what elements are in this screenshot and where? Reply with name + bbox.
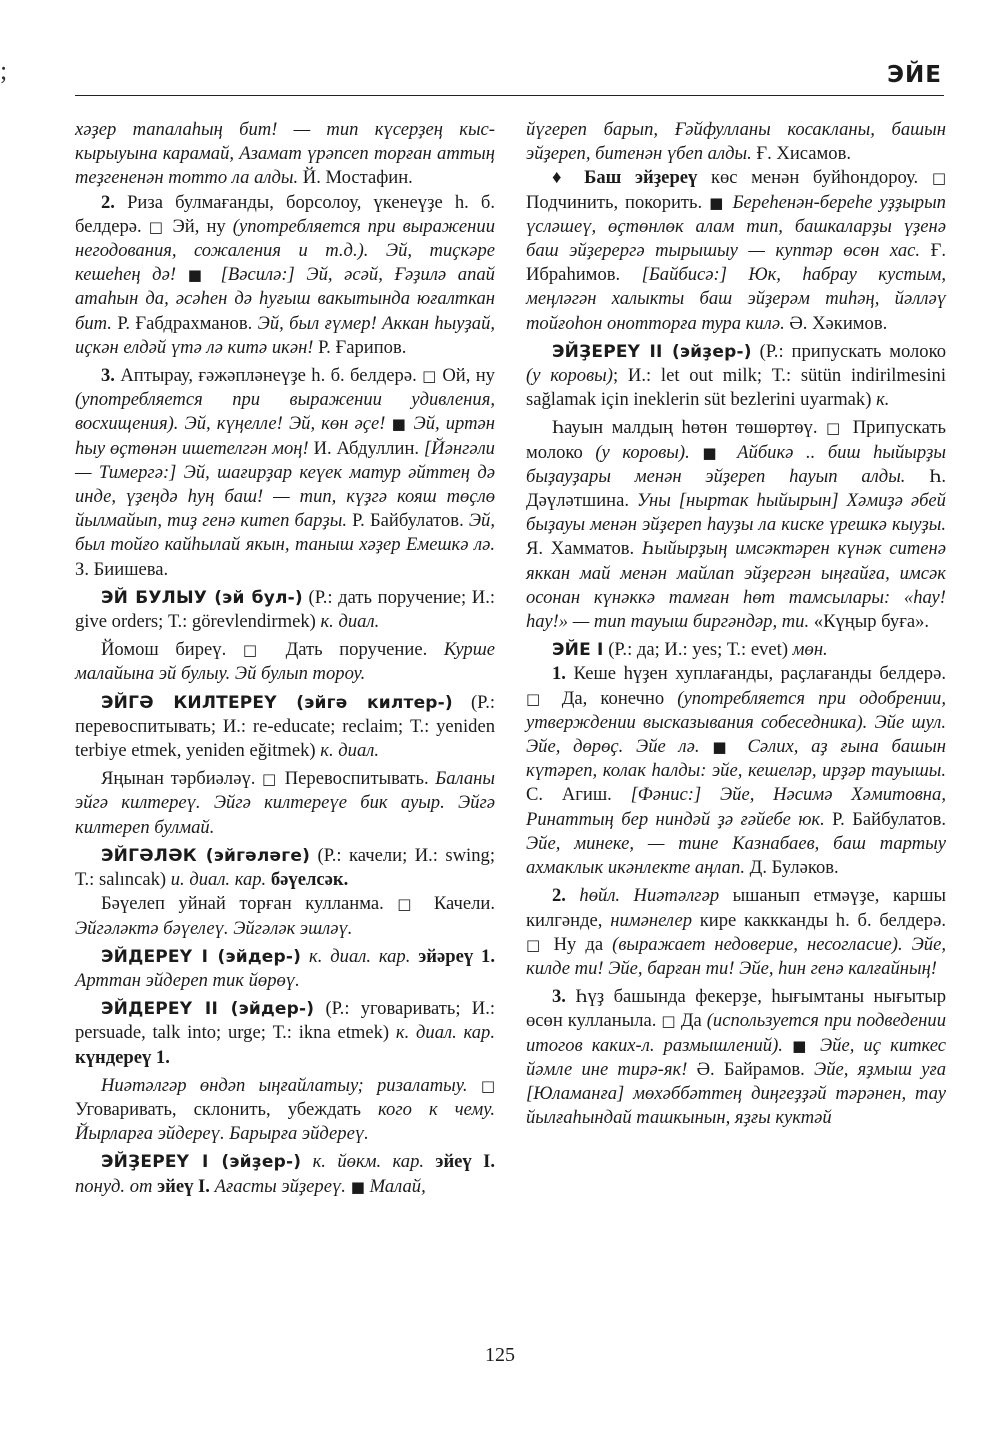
italic-text: (употребляется при выражении удивления, восхищения). Эй, күңелле! Эй, көн әҫе!	[75, 389, 495, 435]
dictionary-entry	[75, 844, 495, 892]
text-run: Р. Ғарипов.	[313, 336, 407, 358]
header-rule	[75, 95, 944, 96]
italic-text: Һыйырҙың имсәктәрен күнәк ситенә яккан май менән майлап эйҙергән ыңғайға, имсәк осонан күнәккә тамған һөт тамсылары: «һау! һау!» — тип тауыш биргәндәр, ти.	[526, 538, 947, 633]
bold-text: бәүелсәк.	[266, 869, 349, 891]
italic-text: [Йәнгәли — Тимергә:] Эй, шағирҙар кеүек матур әйттең дә инде, үҙеңдә һуң баш! — тип, күҙгә кояш төҫлө йылмайып, тиҙ генә китеп барҙы.	[75, 437, 495, 532]
translation-marker-icon: □	[526, 935, 545, 954]
text-run: Йомош биреү.	[101, 639, 243, 661]
text-run: Ә. Хәкимов.	[784, 312, 888, 334]
text-run: Яңынан тәрбиәләү.	[101, 768, 262, 790]
translation-marker-icon: □	[661, 1012, 676, 1031]
translation-marker-icon: □	[148, 217, 166, 236]
bold-text: 3.	[101, 365, 115, 387]
entry-paragraph	[75, 191, 495, 360]
headword: ЭЙДЕРЕҮ II (эйдер-)	[101, 999, 315, 1020]
italic-text: Арттан эйдереп тик йөрөү.	[75, 969, 300, 991]
entry-paragraph	[526, 166, 946, 335]
dictionary-entry	[75, 691, 495, 764]
text-run: (Р.: дать поручение; И.: give orders; Т.: görevlendirmek)	[75, 586, 496, 633]
bold-text: эйеү I.	[152, 1175, 210, 1197]
text-run: Ой, ну	[436, 365, 495, 387]
italic-text: кого к чему. Йырларға эйдереү. Барырға эйдереү.	[75, 1098, 495, 1145]
italic-text: к. диал.	[320, 740, 380, 762]
corner-mark: ;	[0, 56, 8, 85]
example-marker-icon: ■	[709, 193, 726, 212]
entry-paragraph	[75, 767, 495, 840]
text-run: Уговаривать, склонить, убеждать	[75, 1098, 379, 1120]
bold-text: 2.	[552, 885, 566, 907]
italic-text: Эй, был тойғо кайһылай якын, таныш хәҙер Емешкә лә.	[75, 510, 495, 556]
text-run: Да, конечно	[548, 687, 678, 709]
text-run: Аптырау, ғәжәпләнеүҙе һ. б. белдерә.	[114, 365, 423, 387]
text-run: Качели.	[420, 893, 495, 915]
italic-text: Эй, иртән һыу өҫтөнән ишетелгән моң!	[75, 413, 495, 459]
italic-text: Ағасты эйҙереү.	[214, 1175, 346, 1197]
headword: ЭЙҘЕРЕҮ I (эйҙер-)	[101, 1152, 302, 1173]
text-run: Д. Буләков.	[745, 857, 839, 879]
dictionary-entry	[75, 997, 495, 1070]
text-run	[301, 1151, 312, 1172]
bold-text: эйеү I.	[424, 1151, 496, 1173]
italic-text: к. йөкм. кар.	[312, 1151, 425, 1173]
italic-text: йүгереп барып, Ғәйфулланы косакланы, башын эйҙереп, битенән үбеп алды.	[526, 119, 946, 165]
translation-marker-icon: □	[826, 419, 845, 438]
italic-text: һөйл.	[579, 885, 621, 907]
entry-paragraph	[75, 638, 495, 686]
translation-marker-icon: □	[242, 641, 269, 660]
italic-text: [Байбисә:] Юк, һабрау кустым, меңләгән халыкты баш эйҙерәм тиһәң, йәлләү тойғоһон онотторға тура килә.	[526, 264, 947, 334]
italic-text: Ниәтәлгәр	[633, 885, 720, 907]
dictionary-entry	[526, 638, 946, 662]
bold-text: 1.	[552, 663, 566, 685]
italic-text: Айбикә .. биш һыйырҙы быҙауҙары менән эйҙереп һауып алды.	[526, 441, 946, 487]
text-run: И. Абдуллин.	[308, 437, 424, 459]
italic-text: к.	[876, 389, 890, 411]
italic-text: Эйе, яҙмыш уға [Юламанға] мөхәббәттең диңгеҙҙәй тәрәнен, тау йылғаһындай ташкынын, яҙғы куктәй	[526, 1058, 946, 1129]
italic-text: (употребляется при выражении негодования, сожаления и т.д.). Эй, тиҫкәре кешеһең дә!	[75, 215, 495, 286]
headword: ЭЙГӘЛӘК (эйгәләге)	[101, 845, 311, 866]
italic-text: Малай,	[369, 1175, 426, 1197]
italic-text: Эйгәләктә бәүелеү. Эйгәләк эшләү.	[75, 917, 353, 939]
example-marker-icon: ■	[345, 1177, 370, 1196]
italic-text: Сәлих, аҙ ғына башын күтәреп, колак һалды: эйе, кешеләр, ирҙәр тауышы.	[526, 736, 946, 782]
text-run: Бәүелеп уйнай торған кулланма.	[101, 893, 398, 915]
dictionary-entry	[75, 586, 495, 634]
bold-text: эйәреү 1.	[410, 945, 495, 967]
translation-marker-icon: □	[526, 689, 549, 708]
italic-text: к. диал. кар.	[395, 1022, 495, 1044]
example-marker-icon: ■	[176, 266, 221, 285]
translation-marker-icon: □	[422, 367, 437, 386]
translation-marker-icon: □	[262, 770, 279, 789]
text-run	[566, 885, 579, 906]
headword: ЭЙДЕРЕҮ I (эйдер-)	[101, 946, 302, 967]
text-run: Подчинить, покорить.	[526, 191, 710, 213]
italic-text: к. диал. кар.	[309, 945, 411, 967]
page-number: 125	[485, 1344, 515, 1366]
dictionary-entry	[75, 945, 495, 993]
text-run: (Р.: уговаривать; И.: persuade, talk into; urge; Т.: ikna etmek)	[75, 998, 496, 1044]
italic-text: Эйе, минеке, — тине Казнабаев, баш тартыу ахмаклык икәнлекте аңлап.	[526, 832, 946, 879]
headword: ЭЙ БУЛЫУ (эй бул-)	[101, 587, 303, 608]
text-run: Ну да	[544, 933, 613, 955]
italic-text: Эйе, иҫ киткес йәмле ине тирә-як!	[526, 1034, 946, 1080]
right-column	[526, 118, 946, 1130]
italic-text: (употребляется при одобрении, утверждении высказывания собеседника). Эйе шул. Эйе, дөрөҫ. Эйе лә.	[526, 687, 946, 758]
text-run: С. Агиш.	[526, 784, 631, 806]
text-run: ; И.: let out milk; Т.: sütün indirilmesini sağlamak için ineklerin süt bezlerini uyarmak)	[526, 365, 946, 411]
text-run: «Күңыр буға».	[809, 611, 930, 633]
text-run: Һ. Дәүләтшина.	[526, 465, 946, 512]
text-run: Й. Мостафин.	[298, 167, 413, 189]
running-head: ЭЙЕ	[887, 62, 942, 88]
text-run	[620, 885, 633, 906]
headword: ЭЙҘЕРЕҮ II (эйҙер-)	[552, 341, 752, 362]
text-run: (Р.: припускать молоко	[751, 340, 946, 362]
italic-text: Эй, был ғүмер! Аккан һыуҙай, иҫкән елдәй үтә лә китә икән!	[75, 312, 496, 358]
entry-paragraph	[75, 364, 495, 582]
italic-text: Баланы эйгә килтереү. Эйгә килтереүе бик ауыр. Эйгә килтереп булмай.	[75, 768, 495, 838]
text-run: Эй, ну	[165, 215, 233, 237]
translation-marker-icon: □	[480, 1076, 495, 1095]
text-run: Ә. Байрамов.	[687, 1058, 815, 1080]
entry-paragraph	[526, 662, 946, 880]
bold-text: ♦ Баш эйҙереү	[552, 167, 698, 189]
example-marker-icon: ■	[385, 415, 414, 434]
italic-text: [Вәсилә:] Эй, әсәй, Ғәҙилә апай атаһын да, әсәһен дә һуғыш вакытында юғалткан бит.	[75, 264, 495, 334]
italic-text: и. диал. кар.	[170, 869, 267, 891]
entry-paragraph	[526, 416, 946, 634]
italic-text: (используется при подведении итогов каких-л. размышлений).	[526, 1010, 946, 1056]
example-marker-icon: ■	[699, 738, 748, 757]
bold-text: күндереү 1.	[75, 1046, 170, 1068]
text-run	[468, 1075, 481, 1096]
text-run: Перевоспитывать.	[278, 768, 436, 790]
text-run: Да	[675, 1010, 707, 1032]
italic-text: Береһенән-береһе уҙҙырып үсләшеү, өҫтөнлөк алам тип, башкаларҙы үҙенә баш эйҙерергә тырышыу — куптәр өсөн хас.	[526, 191, 946, 262]
text-run	[301, 946, 309, 967]
italic-text: (выражает недоверие, несогласие). Эйе, килде ти! Эйе, барған ти! Эйе, һин генә калғайның!	[526, 933, 946, 979]
text-run: (Р.: перевоспитывать; И.: re-educate; reclaim; Т.: yeniden terbiye etmek, yeniden eğitmek)	[75, 691, 496, 762]
headword: ЭЙЕ I	[552, 640, 604, 661]
text-run: Ғ. Ибраһимов.	[526, 240, 946, 286]
entry-paragraph	[526, 118, 946, 166]
text-run: (Р.: да; И.: yes; Т.: evet)	[603, 639, 793, 661]
bold-text: 3.	[552, 986, 566, 1008]
text-run: Припускать молоко	[526, 417, 947, 463]
text-run: Һауын малдың һөтөн төшөртөү.	[552, 417, 827, 439]
entry-paragraph	[75, 118, 495, 191]
text-run: З. Биишева.	[75, 558, 169, 580]
text-run: Р. Байбулатов.	[824, 808, 946, 830]
translation-marker-icon: □	[397, 895, 421, 914]
text-run: Ғ. Хисамов.	[751, 143, 852, 165]
italic-text: (у коровы)	[526, 365, 613, 387]
entry-paragraph	[75, 1074, 495, 1147]
dictionary-entry	[75, 1150, 495, 1198]
italic-text: (у коровы).	[595, 441, 690, 463]
text-run: көс менән буйһондороу.	[697, 167, 932, 189]
left-column	[75, 118, 495, 1199]
italic-text: Курше малайына эй булыу. Эй булып тороу.	[75, 639, 495, 685]
italic-text: [Фәнис:] Эйе, Нәсимә Хәмитовна, Ринаттың бер ниндәй ҙә ғәйебе юк.	[526, 784, 946, 830]
dictionary-entry	[526, 340, 946, 413]
text-run: Риза булмағанды, борсолоу, үкенеүҙе һ. б. белдерә.	[75, 191, 495, 237]
text-run: кире каккканды һ. б. белдерә.	[692, 909, 947, 931]
bold-text: 2.	[101, 191, 115, 213]
italic-text: Ниәтәлгәр өндәп ыңғайлатыу; ризалатыу.	[101, 1074, 468, 1096]
text-run: ышанып етмәүҙе, каршы килгәнде,	[526, 885, 946, 931]
text-run: Дать поручение.	[268, 639, 444, 661]
text-run: (Р.: качели; И.: swing; Т.: salıncak)	[75, 844, 495, 891]
italic-text: Уны [ныртак һыйырын] Хәмиҙә әбей быҙауы менән эйҙереп һауҙы ла киске үрешкә кыуҙы.	[526, 490, 946, 536]
headword: ЭЙГӘ КИЛТЕРЕҮ (эйгә килтер-)	[101, 692, 453, 713]
italic-text: нимәнелер	[610, 909, 692, 931]
entry-paragraph	[526, 985, 946, 1130]
translation-marker-icon: □	[931, 169, 946, 188]
text-run: Я. Хамматов.	[526, 538, 642, 560]
italic-text: хәҙер тапалаһың бит! — тип күсерҙең кыс-кырыуына карамай, Азамат үрәпсеп торған аттың теҙгененән тотто ла алды.	[75, 119, 495, 189]
example-marker-icon: ■	[782, 1036, 820, 1055]
example-marker-icon: ■	[689, 443, 738, 462]
text-run: Һүҙ башында фекерҙе, һығымтаны нығытыр өсөн кулланыла.	[526, 986, 946, 1032]
entry-paragraph	[75, 892, 495, 940]
italic-text: к. диал.	[320, 611, 380, 633]
text-run: Р. Байбулатов.	[346, 510, 469, 532]
text-run: Р. Ғабдрахманов.	[111, 312, 258, 334]
italic-text: понуд. от	[75, 1175, 153, 1197]
entry-paragraph	[526, 884, 946, 981]
text-run: Кеше һүҙен хуплағанды, раҫлағанды белдерә.	[565, 663, 946, 685]
italic-text: мөн.	[792, 639, 828, 661]
